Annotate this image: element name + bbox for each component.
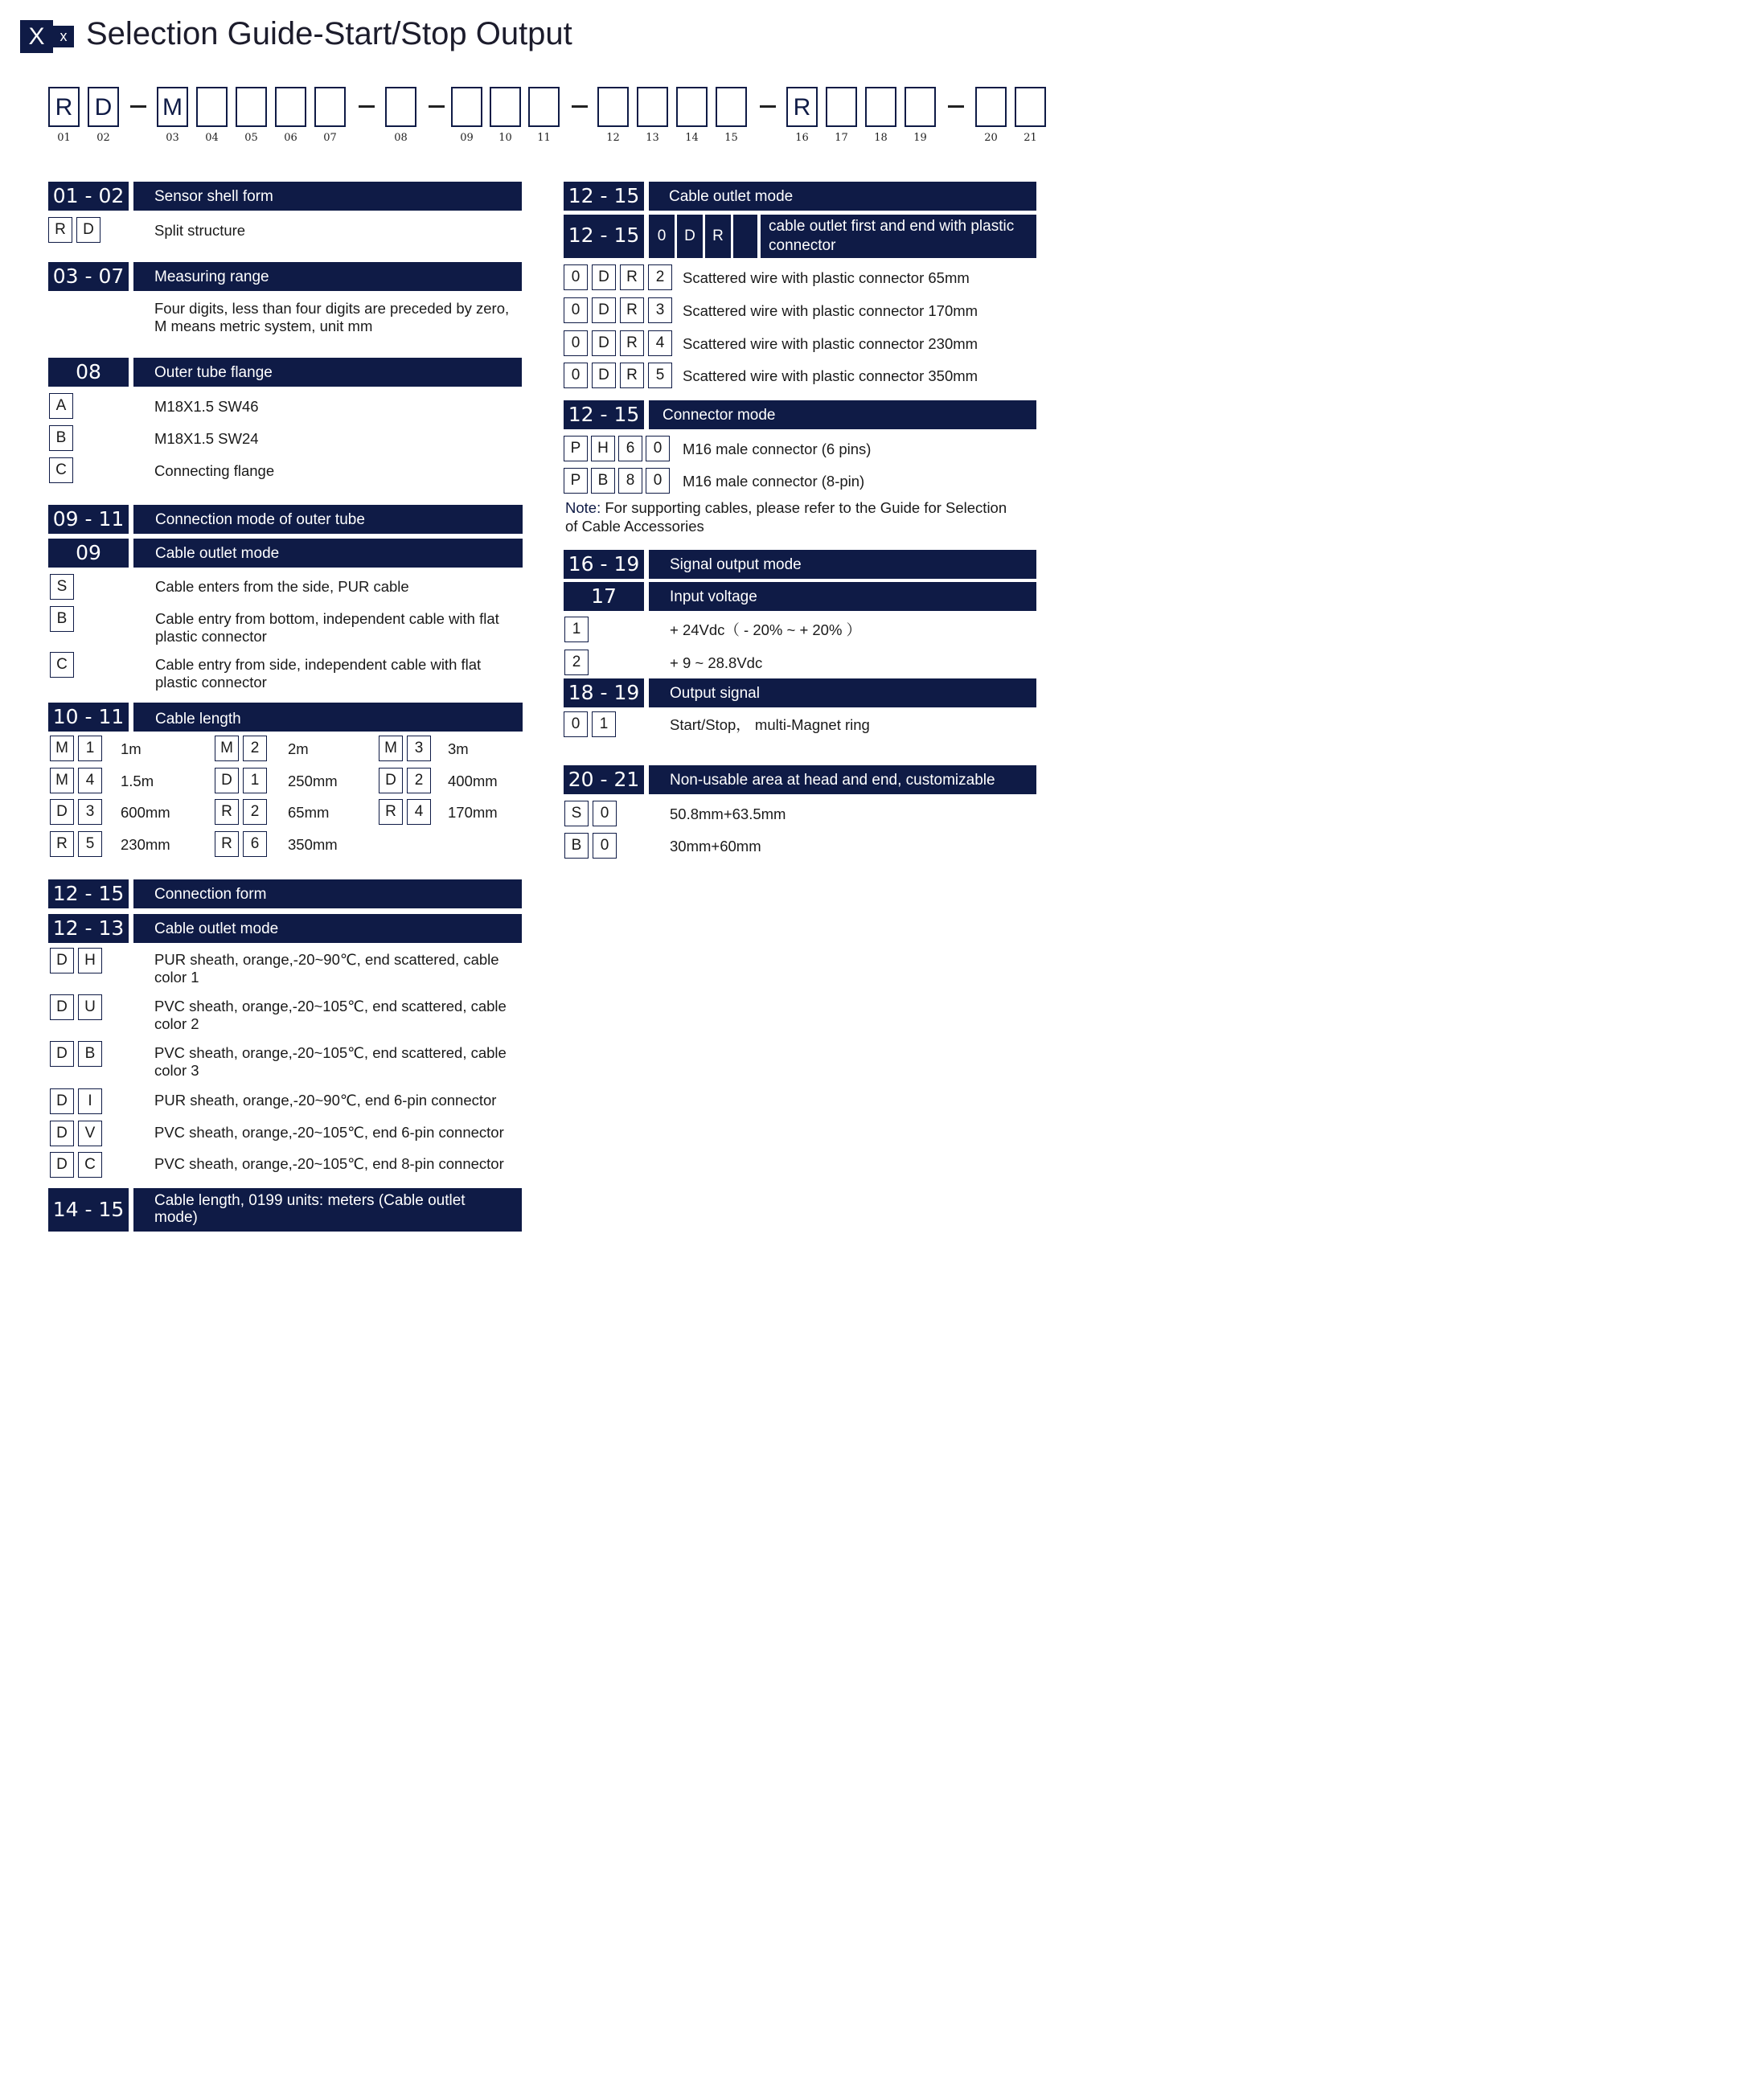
option-text: PUR sheath, orange,-20~90℃, end scattered, cable color 1 — [154, 951, 499, 986]
model-position-label: 05 — [244, 132, 258, 144]
option-text: 400mm — [448, 773, 498, 789]
code-cell: D — [677, 215, 703, 258]
model-separator-dash — [429, 105, 445, 108]
code-box: R — [50, 831, 74, 857]
logo-small-letter: x — [53, 26, 74, 47]
code-box: R — [620, 363, 644, 388]
option-text: 250mm — [288, 773, 338, 789]
model-code-box: R — [48, 87, 80, 127]
header-cable-outlet-mode-right — [564, 182, 1036, 211]
model-code-box — [236, 87, 267, 127]
section-title: cable outlet first and end with plastic connector — [761, 215, 1036, 258]
header-cable-length — [48, 703, 523, 732]
section-code: 14 - 15 — [48, 1188, 129, 1232]
code-box: D — [50, 948, 74, 973]
code-box: 0 — [593, 833, 617, 859]
section-title: Connector mode — [663, 407, 776, 424]
model-position-label: 18 — [874, 132, 888, 144]
code-box: M — [215, 736, 239, 761]
header-sensor-shell-form — [48, 182, 522, 211]
header-connector-mode — [564, 400, 1036, 429]
code-box: M — [50, 768, 74, 793]
option-text: Cable entry from bottom, independent cable with flat plastic connector — [155, 610, 499, 645]
code-box: 3 — [648, 297, 672, 323]
model-code-box: M — [157, 87, 188, 127]
model-position-label: 12 — [606, 132, 620, 144]
model-position-label: 02 — [96, 132, 110, 144]
header-non-usable-area — [564, 765, 1036, 794]
option-text: Split structure — [154, 222, 246, 239]
model-position-label: 09 — [460, 132, 474, 144]
model-position-label: 04 — [205, 132, 219, 144]
code-box: R — [379, 799, 403, 825]
code-cell: R — [705, 215, 731, 258]
code-box: 0 — [564, 264, 588, 290]
section-code: 09 - 11 — [48, 505, 129, 534]
section-title: Non-usable area at head and end, customizable — [670, 772, 995, 789]
code-box: I — [78, 1088, 102, 1114]
header-cable-length-1415 — [48, 1188, 522, 1232]
model-separator-dash — [760, 105, 776, 108]
model-position-label: 03 — [166, 132, 179, 144]
code-box: U — [78, 994, 102, 1020]
model-code-box — [905, 87, 936, 127]
note-text — [565, 498, 1015, 535]
code-box: P — [564, 436, 588, 461]
code-box: R — [620, 264, 644, 290]
model-position-label: 20 — [984, 132, 998, 144]
code-box: B — [50, 606, 74, 632]
code-box: 6 — [618, 436, 642, 461]
section-title: Cable outlet mode — [155, 545, 280, 562]
option-text: 1m — [121, 740, 142, 757]
code-box: 1 — [243, 768, 267, 793]
code-box: 2 — [243, 799, 267, 825]
code-box: C — [49, 457, 73, 483]
code-box: 4 — [648, 330, 672, 356]
option-text: Scattered wire with plastic connector 350mm — [683, 367, 978, 384]
code-box: 0 — [564, 363, 588, 388]
model-position-label: 08 — [394, 132, 408, 144]
section-title: Connection mode of outer tube — [155, 511, 365, 528]
section-title: Connection form — [154, 886, 267, 903]
code-box: 0 — [564, 297, 588, 323]
option-text: 230mm — [121, 836, 170, 853]
section-title: Signal output mode — [670, 556, 802, 573]
code-cell: 0 — [649, 215, 675, 258]
code-box: 5 — [648, 363, 672, 388]
model-position-label: 11 — [537, 132, 551, 144]
code-box: C — [50, 652, 74, 678]
model-code-box — [716, 87, 747, 127]
option-text: 50.8mm+63.5mm — [670, 805, 786, 822]
section-title: Output signal — [670, 685, 760, 702]
section-code: 12 - 15 — [564, 182, 644, 211]
option-text: 600mm — [121, 804, 170, 821]
section-code: 18 - 19 — [564, 678, 644, 707]
option-text: 1.5m — [121, 773, 154, 789]
code-box: D — [50, 1088, 74, 1114]
model-position-label: 14 — [685, 132, 699, 144]
option-text: Start/Stop， multi-Magnet ring — [670, 716, 870, 733]
option-text: 350mm — [288, 836, 338, 853]
code-box: D — [50, 1041, 74, 1067]
code-box: 0 — [646, 468, 670, 494]
code-box: 3 — [407, 736, 431, 761]
option-text: Four digits, less than four digits are preceded by zero, M means metric system, unit mm — [154, 300, 510, 334]
model-position-label: 21 — [1024, 132, 1037, 144]
header-cable-outlet-mode-09 — [48, 539, 523, 568]
header-cable-outlet-mode-1213 — [48, 914, 522, 943]
code-box: M — [379, 736, 403, 761]
header-output-signal — [564, 678, 1036, 707]
code-box: B — [49, 425, 73, 451]
model-code-box: D — [88, 87, 119, 127]
model-code-box — [826, 87, 857, 127]
option-text: Scattered wire with plastic connector 170mm — [683, 302, 978, 319]
model-code-box — [314, 87, 346, 127]
option-text: + 24Vdc（ - 20% ~ + 20% ） — [670, 621, 862, 638]
section-code: 17 — [564, 582, 644, 611]
code-box: P — [564, 468, 588, 494]
code-box: S — [50, 574, 74, 600]
option-text: + 9 ~ 28.8Vdc — [670, 654, 763, 671]
model-position-label: 07 — [323, 132, 337, 144]
option-text: M16 male connector (6 pins) — [683, 441, 872, 457]
code-box: R — [620, 297, 644, 323]
note-body: For supporting cables, please refer to the Guide for Selection of Cable Accessories — [565, 499, 1007, 535]
model-position-label: 01 — [57, 132, 71, 144]
option-text: PVC sheath, orange,-20~105℃, end scattered, cable color 2 — [154, 998, 507, 1032]
model-position-label: 10 — [498, 132, 512, 144]
code-box: M — [50, 736, 74, 761]
option-text: M18X1.5 SW46 — [154, 398, 259, 415]
option-text: Scattered wire with plastic connector 65mm — [683, 269, 970, 286]
code-box: 2 — [648, 264, 672, 290]
code-box: 2 — [407, 768, 431, 793]
model-position-label: 16 — [795, 132, 809, 144]
option-text: 170mm — [448, 804, 498, 821]
code-box: 5 — [78, 831, 102, 857]
model-separator-dash — [359, 105, 375, 108]
section-title: Measuring range — [154, 268, 269, 285]
model-code-box — [385, 87, 416, 127]
section-title: Cable outlet mode — [154, 920, 279, 937]
model-code-box — [490, 87, 521, 127]
header-input-voltage — [564, 582, 1036, 611]
note-label: Note: — [565, 499, 601, 516]
code-box: 0 — [564, 330, 588, 356]
code-box: 1 — [592, 711, 616, 737]
code-box: R — [215, 831, 239, 857]
section-title: Sensor shell form — [154, 188, 273, 205]
model-code-box — [637, 87, 668, 127]
section-code: 10 - 11 — [48, 703, 129, 732]
model-code-box — [597, 87, 629, 127]
option-text: 2m — [288, 740, 309, 757]
code-box: V — [78, 1121, 102, 1146]
code-box: D — [592, 297, 616, 323]
model-position-label: 15 — [724, 132, 738, 144]
section-code: 20 - 21 — [564, 765, 644, 794]
model-code-box — [275, 87, 306, 127]
option-text: Cable enters from the side, PUR cable — [155, 578, 409, 595]
model-code-box — [865, 87, 896, 127]
option-text: PVC sheath, orange,-20~105℃, end 8-pin connector — [154, 1155, 504, 1172]
model-code-box — [451, 87, 482, 127]
model-separator-dash — [948, 105, 964, 108]
code-box: 4 — [78, 768, 102, 793]
code-box: B — [591, 468, 615, 494]
code-box: S — [564, 801, 589, 826]
code-box: 1 — [78, 736, 102, 761]
model-separator-dash — [130, 105, 146, 108]
section-title: Cable outlet mode — [669, 188, 794, 205]
code-box: H — [591, 436, 615, 461]
code-box: R — [48, 217, 72, 243]
code-box: 0 — [646, 436, 670, 461]
code-box: D — [215, 768, 239, 793]
code-box: R — [215, 799, 239, 825]
model-code-box — [975, 87, 1007, 127]
model-position-label: 06 — [284, 132, 297, 144]
code-box: 2 — [564, 650, 589, 675]
code-box: D — [50, 799, 74, 825]
header-measuring-range — [48, 262, 522, 291]
code-box: R — [620, 330, 644, 356]
section-code: 03 - 07 — [48, 262, 129, 291]
code-box: D — [76, 217, 101, 243]
model-code-box — [676, 87, 708, 127]
option-text: PUR sheath, orange,-20~90℃, end 6-pin connector — [154, 1092, 497, 1109]
code-box: D — [592, 363, 616, 388]
option-text: 3m — [448, 740, 469, 757]
code-box: 6 — [243, 831, 267, 857]
header-signal-output-mode — [564, 550, 1036, 579]
model-position-label: 17 — [835, 132, 848, 144]
option-text: 65mm — [288, 804, 330, 821]
section-code: 12 - 15 — [48, 879, 129, 908]
code-box: B — [564, 833, 589, 859]
page-title: Selection Guide-Start/Stop Output — [86, 16, 572, 51]
model-position-label: 13 — [646, 132, 659, 144]
code-box: D — [379, 768, 403, 793]
code-box: 0 — [564, 711, 588, 737]
section-title: Cable length — [155, 711, 241, 728]
model-code-box — [1015, 87, 1046, 127]
section-title: Cable length, 0199 units: meters (Cable outlet mode) — [154, 1192, 466, 1226]
code-box: 8 — [618, 468, 642, 494]
section-title: Outer tube flange — [154, 364, 273, 381]
header-connection-mode-outer-tube — [48, 505, 523, 534]
header-outer-tube-flange — [48, 358, 522, 387]
section-code: 12 - 15 — [564, 215, 644, 258]
logo-big-letter: X — [20, 20, 53, 53]
code-box: C — [78, 1152, 102, 1178]
option-text: M18X1.5 SW24 — [154, 430, 259, 447]
option-text: PVC sheath, orange,-20~105℃, end 6-pin connector — [154, 1124, 504, 1141]
model-code-box — [528, 87, 560, 127]
code-box: B — [78, 1041, 102, 1067]
section-code: 16 - 19 — [564, 550, 644, 579]
code-box: D — [592, 330, 616, 356]
option-text: PVC sheath, orange,-20~105℃, end scattered, cable color 3 — [154, 1044, 507, 1079]
section-title: Input voltage — [670, 588, 757, 605]
section-code: 08 — [48, 358, 129, 387]
model-position-label: 19 — [913, 132, 927, 144]
section-code: 01 - 02 — [48, 182, 129, 211]
option-text: Scattered wire with plastic connector 230mm — [683, 335, 978, 352]
option-text: Connecting flange — [154, 462, 275, 479]
section-code: 12 - 15 — [564, 400, 644, 429]
model-code-box — [196, 87, 228, 127]
code-box: 1 — [564, 617, 589, 642]
section-code: 12 - 13 — [48, 914, 129, 943]
code-box: A — [49, 393, 73, 419]
header-connection-form — [48, 879, 522, 908]
code-box: H — [78, 948, 102, 973]
brand-logo — [20, 20, 73, 53]
model-separator-dash — [572, 105, 588, 108]
code-box: 2 — [243, 736, 267, 761]
code-box: D — [592, 264, 616, 290]
code-box: 3 — [78, 799, 102, 825]
code-box: D — [50, 1121, 74, 1146]
option-text: Cable entry from side, independent cable with flat plastic connector — [155, 656, 482, 691]
option-text: 30mm+60mm — [670, 838, 761, 855]
code-cell — [733, 215, 757, 258]
code-box: D — [50, 994, 74, 1020]
section-code: 09 — [48, 539, 129, 568]
code-box: 0 — [593, 801, 617, 826]
header-plastic-connector — [564, 215, 1036, 258]
option-text: M16 male connector (8-pin) — [683, 473, 865, 490]
code-box: 4 — [407, 799, 431, 825]
code-box: D — [50, 1152, 74, 1178]
model-code-box: R — [786, 87, 818, 127]
